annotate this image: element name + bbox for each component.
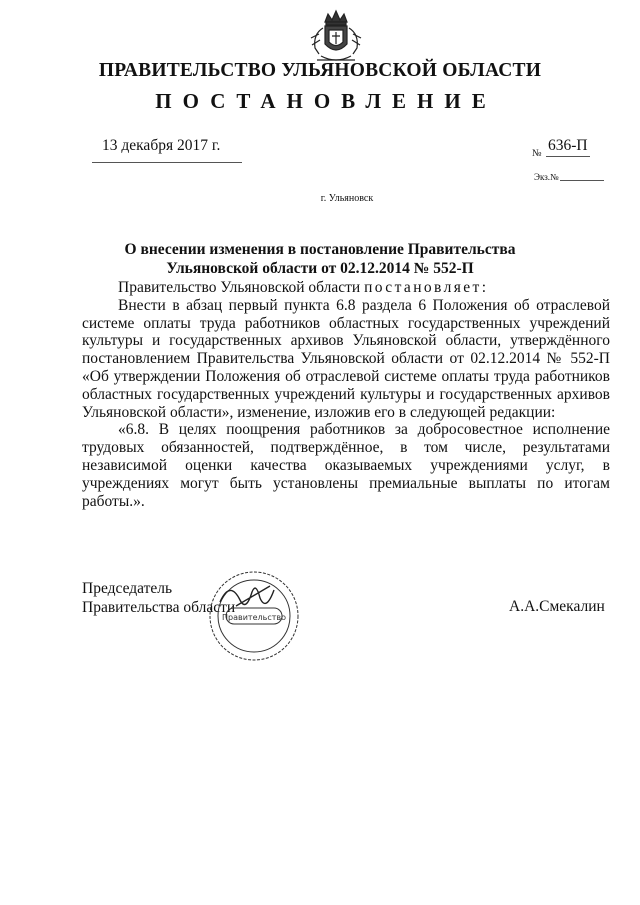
document-date: 13 декабря 2017 г. xyxy=(102,137,221,154)
handwritten-signature xyxy=(200,572,300,620)
city-label: г. Ульяновск xyxy=(320,193,374,204)
subject-line-1: О внесении изменения в постановление Правительства xyxy=(124,241,516,258)
date-underline xyxy=(92,162,242,163)
copy-number-underline xyxy=(560,180,604,181)
document-body xyxy=(82,279,610,510)
subject-line-2: Ульяновской области от 02.12.2014 № 552-П xyxy=(166,260,474,277)
document-subject xyxy=(0,240,640,278)
signer-title-line-1: Председатель xyxy=(82,580,173,597)
number-underline xyxy=(546,156,590,157)
signer-title-line-2: Правительства области xyxy=(82,599,236,616)
document-number: 636-П xyxy=(548,137,588,154)
number-prefix: № xyxy=(532,148,542,159)
lead-verb: постановляет: xyxy=(364,279,489,296)
svg-text:Правительство: Правительство xyxy=(222,613,286,622)
copy-number-label: Экз.№ xyxy=(534,172,559,182)
lead-sentence xyxy=(82,279,610,297)
lead-government-name: Правительство Ульяновской области xyxy=(118,279,361,296)
body-paragraph-1: Внести в абзац первый пункта 6.8 раздела 6 Положения об отраслевой системе оплаты труда работников областных государственных учреждений культуры и государственных архивов Ульяновской области, утверждённого постановлением Правительства Ульяновской области от 02.12.2014 № 552-П «Об утверждении Положения об отраслевой системе оплаты труда работников областных государственных учреждений культуры и государственных архивов Ульяновской области», изменение, изложив его в следующей редакции: xyxy=(82,296,610,421)
body-paragraph-2: «6.8. В целях поощрения работников за добросовестное исполнение трудовых обязанностей, подтверждённое, в том числе, результатами независимой оценки качества оказываемых учреждениями услуг, в учреждениях могут быть установлены премиальные выплаты по итогам работы.». xyxy=(82,421,610,510)
coat-of-arms-emblem xyxy=(303,8,369,66)
document-type-title: ПОСТАНОВЛЕНИЕ xyxy=(155,89,497,113)
signer-name: А.А.Смекалин xyxy=(509,598,605,615)
government-title: ПРАВИТЕЛЬСТВО УЛЬЯНОВСКОЙ ОБЛАСТИ xyxy=(98,60,542,81)
